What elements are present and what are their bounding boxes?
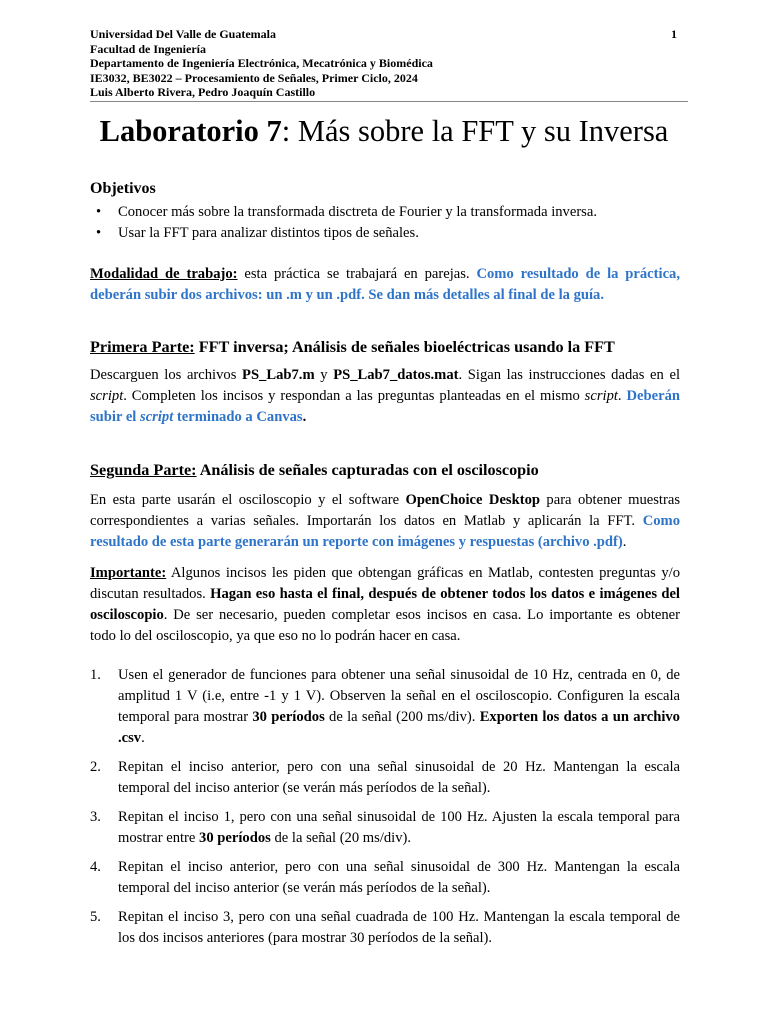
part2-intro: En esta parte usarán el osciloscopio y el software OpenChoice Desktop para obtener muestras correspondientes a varias señales. Importarán los datos en Matlab y aplicarán la FFT. Como resultado de esta parte generarán un reporte con imágenes y respuestas (archivo .pdf). [90, 492, 680, 550]
objective-item: • Conocer más sobre la transformada disctreta de Fourier y la transformada inversa. [90, 202, 680, 223]
important-label: Importante: [90, 565, 167, 581]
header-course: IE3032, BE3022 – Procesamiento de Señales, Primer Ciclo, 2024 [90, 70, 418, 85]
modality-highlight: Como resultado de la práctica, deberán subir dos archivos: un .m y un .pdf. Se dan más detalles al final de la guía. [90, 266, 680, 303]
document-body [90, 178, 680, 957]
modality-paragraph: Modalidad de trabajo: esta práctica se trabajará en parejas. Como resultado de la práctica, deberán subir dos archivos: un .m y un .pdf. Se dan más detalles al final de la guía. [90, 266, 680, 303]
document-header [90, 27, 690, 100]
instructions-list [90, 665, 680, 949]
instruction-item: 2. Repitan el inciso anterior, pero con una señal sinusoidal de 20 Hz. Mantengan la escala temporal del inciso anterior (se verán más períodos de la señal). [90, 759, 680, 796]
header-authors: Luis Alberto Rivera, Pedro Joaquín Castillo [90, 85, 316, 100]
instruction-item: 5. Repitan el inciso 3, pero con una señal cuadrada de 100 Hz. Mantengan la escala temporal de los dos incisos anteriores (para mostrar 30 períodos de la señal). [90, 909, 680, 946]
objectives-heading: Objetivos [90, 180, 156, 197]
part1-heading: Primera Parte: FFT inversa; Análisis de señales bioeléctricas usando la FFT [90, 338, 615, 356]
file-name: PS_Lab7.m [242, 367, 315, 383]
bullet-icon: • [96, 204, 102, 220]
file-name: PS_Lab7_datos.mat [333, 367, 459, 383]
instruction-item: 4. Repitan el inciso anterior, pero con una señal sinusoidal de 300 Hz. Mantengan la escala temporal del inciso anterior (se verán más períodos de la señal). [90, 859, 680, 896]
instruction-item: 3. Repitan el inciso 1, pero con una señal sinusoidal de 100 Hz. Ajusten la escala temporal para mostrar entre 30 períodos de la señal (20 ms/div). [90, 809, 680, 846]
bullet-icon: • [96, 225, 102, 241]
header-department: Departamento de Ingeniería Electrónica, Mecatrónica y Biomédica [90, 56, 433, 71]
title-rest: : Más sobre la FFT y su Inversa [281, 114, 669, 148]
important-note: Importante: Algunos incisos les piden que obtengan gráficas en Matlab, contesten preguntas y/o discutan resultados. Hagan eso hasta el final, después de obtener todos los datos e imágenes del osciloscopio. De ser necesario, pueden completar esos incisos en casa. Lo importante es obtener todo lo del osciloscopio, ya que eso no lo podrán hacer en casa. [90, 565, 680, 644]
objective-item: • Usar la FFT para analizar distintos tipos de señales. [90, 223, 680, 244]
document-title [0, 112, 768, 150]
part1-paragraph: Descarguen los archivos PS_Lab7.m y PS_Lab7_datos.mat. Sigan las instrucciones dadas en el script. Completen los incisos y respondan a las preguntas planteadas en el mismo script. Deberán subir el script terminado a Canvas. [90, 367, 681, 425]
instruction-item: 1. Usen el generador de funciones para obtener una señal sinusoidal de 10 Hz, centrada en 0, de amplitud 1 V (i.e, entre -1 y 1 V). Observen la señal en el osciloscopio. Configuren la escala temporal para mostrar 30 períodos de la señal (200 ms/div). Exporten los datos a un archivo .csv. [90, 667, 680, 746]
modality-label: Modalidad de trabajo: [90, 266, 238, 282]
title-bold: Laboratorio 7 [99, 114, 282, 148]
header-faculty: Facultad de Ingeniería [90, 41, 206, 56]
objectives-list [90, 202, 680, 244]
part2-heading: Segunda Parte: Análisis de señales capturadas con el osciloscopio [90, 461, 539, 479]
header-university: Universidad Del Valle de Guatemala [90, 27, 277, 41]
page-number: 1 [671, 27, 677, 41]
header-rule [90, 101, 688, 102]
